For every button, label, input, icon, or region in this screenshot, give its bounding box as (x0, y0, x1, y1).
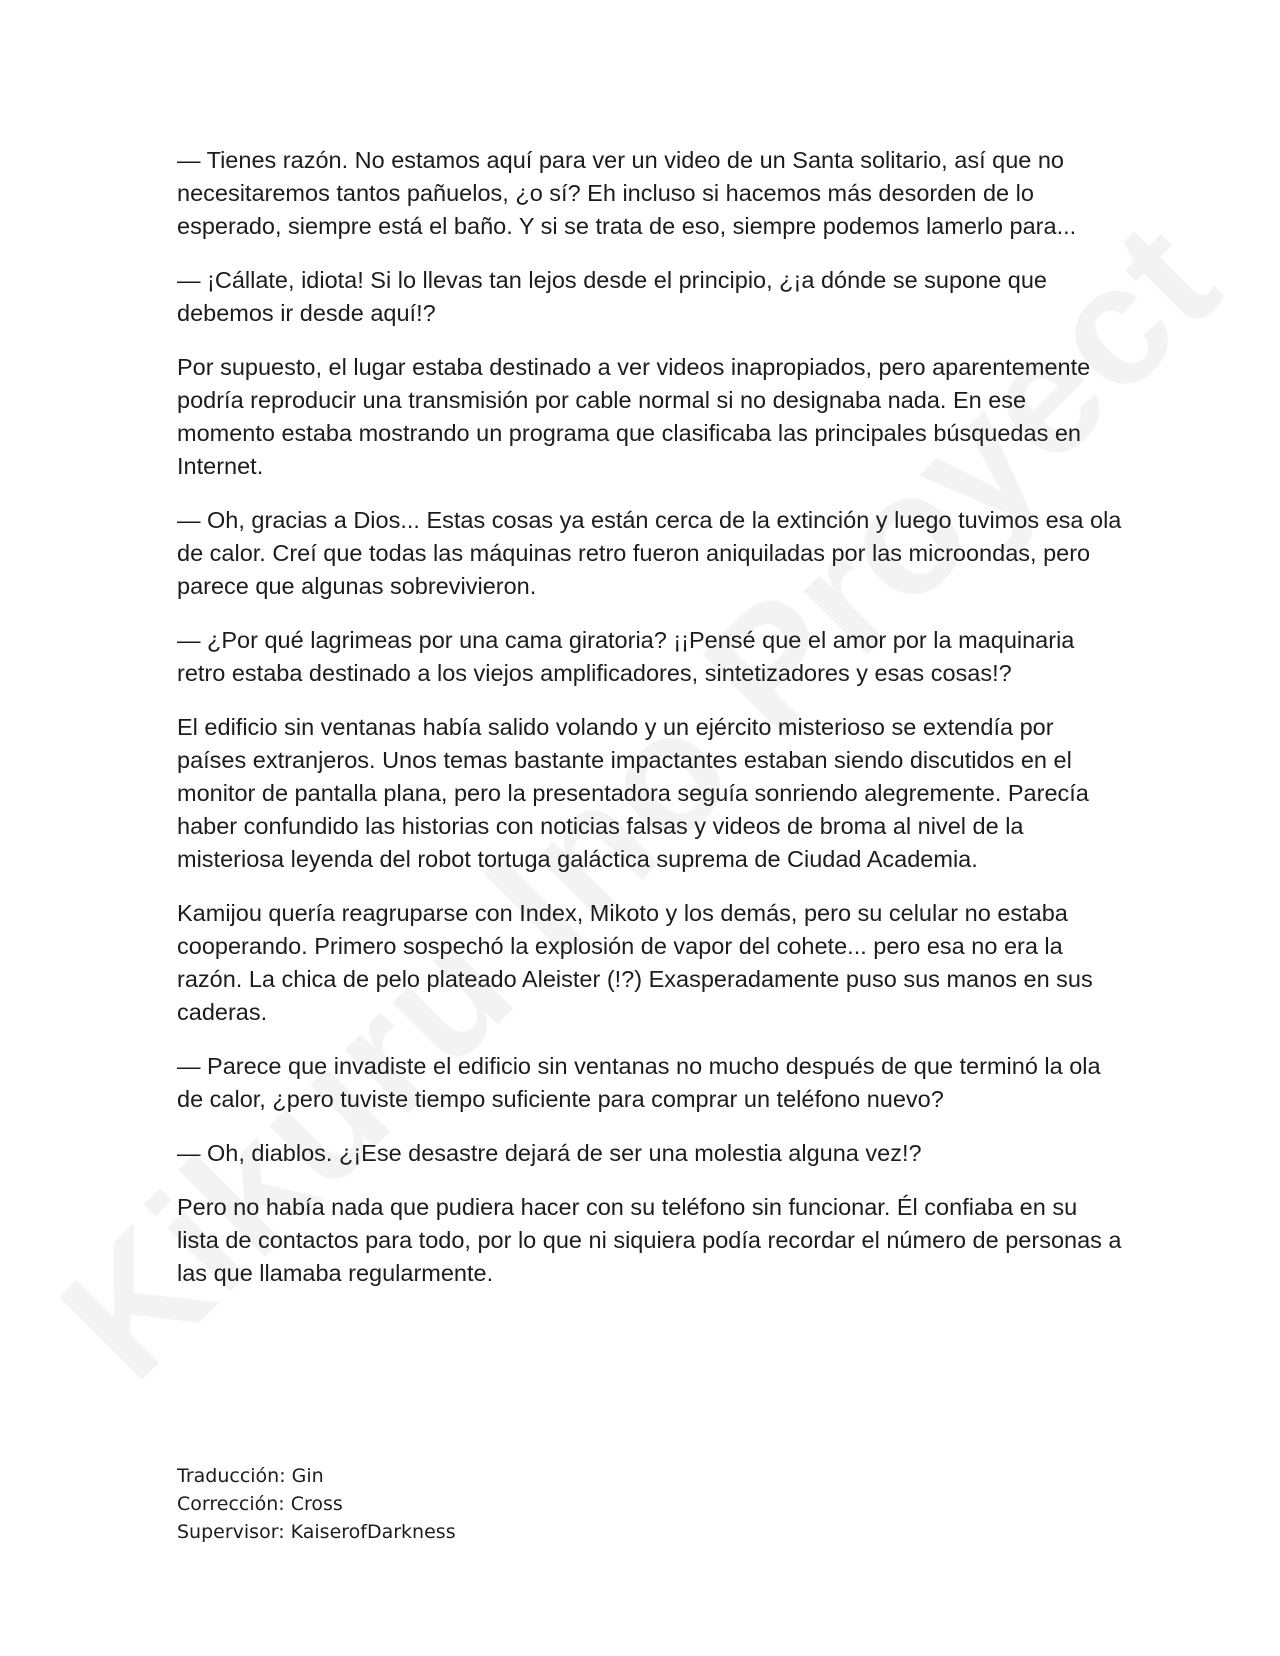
credit-supervisor: Supervisor: KaiserofDarkness (177, 1521, 456, 1543)
credits (177, 1462, 456, 1546)
paragraph-3: Por supuesto, el lugar estaba destinado a ver videos inapropiados, pero aparentemente podría reproducir una transmisión por cable normal si no designaba nada. En ese momento estaba mostrando un programa que clasificaba las principales búsquedas en Internet. (177, 354, 1091, 479)
paragraph-8: — Parece que invadiste el edificio sin ventanas no mucho después de que terminó la ola de calor, ¿pero tuviste tiempo suficiente para comprar un teléfono nuevo? (177, 1053, 1101, 1112)
paragraph-7: Kamijou quería reagruparse con Index, Mikoto y los demás, pero su celular no estaba cooperando. Primero sospechó la explosión de vapor del cohete... pero esa no era la razón. La chica de pelo plateado Aleister (!?) Exasperadamente puso sus manos en sus caderas. (177, 900, 1093, 1025)
paragraph-6: El edificio sin ventanas había salido volando y un ejército misterioso se extendía por países extranjeros. Unos temas bastante impactantes estaban siendo discutidos en el monitor de pantalla plana, pero la presentadora seguía sonriendo alegremente. Parecía haber confundido las historias con noticias falsas y videos de broma al nivel de la misteriosa leyenda del robot tortuga galáctica suprema de Ciudad Academia. (177, 714, 1089, 872)
paragraph-4: — Oh, gracias a Dios... Estas cosas ya están cerca de la extinción y luego tuvimos esa ola de calor. Creí que todas las máquinas retro fueron aniquiladas por las microondas, pero parece que algunas sobrevivieron. (177, 507, 1122, 599)
paragraph-9: — Oh, diablos. ¿¡Ese desastre dejará de ser una molestia alguna vez!? (177, 1140, 922, 1166)
body-text (177, 144, 1122, 1311)
paragraph-2: — ¡Cállate, idiota! Si lo llevas tan lejos desde el principio, ¿¡a dónde se supone que debemos ir desde aquí!? (177, 267, 1048, 326)
paragraph-10: Pero no había nada que pudiera hacer con su teléfono sin funcionar. Él confiaba en su lista de contactos para todo, por lo que ni siquiera podía recordar el número de personas a las que llamaba regularmente. (177, 1194, 1122, 1286)
paragraph-5: — ¿Por qué lagrimeas por una cama giratoria? ¡¡Pensé que el amor por la maquinaria retro estaba destinado a los viejos amplificadores, sintetizadores y esas cosas!? (177, 627, 1075, 686)
credit-correction: Corrección: Cross (177, 1493, 343, 1515)
paragraph-1: — Tienes razón. No estamos aquí para ver un video de un Santa solitario, así que no necesitaremos tantos pañuelos, ¿o sí? Eh incluso si hacemos más desorden de lo esperado, siempre está el baño. Y si se trata de eso, siempre podemos lamerlo para... (177, 147, 1077, 239)
credit-translation: Traducción: Gin (177, 1465, 324, 1487)
